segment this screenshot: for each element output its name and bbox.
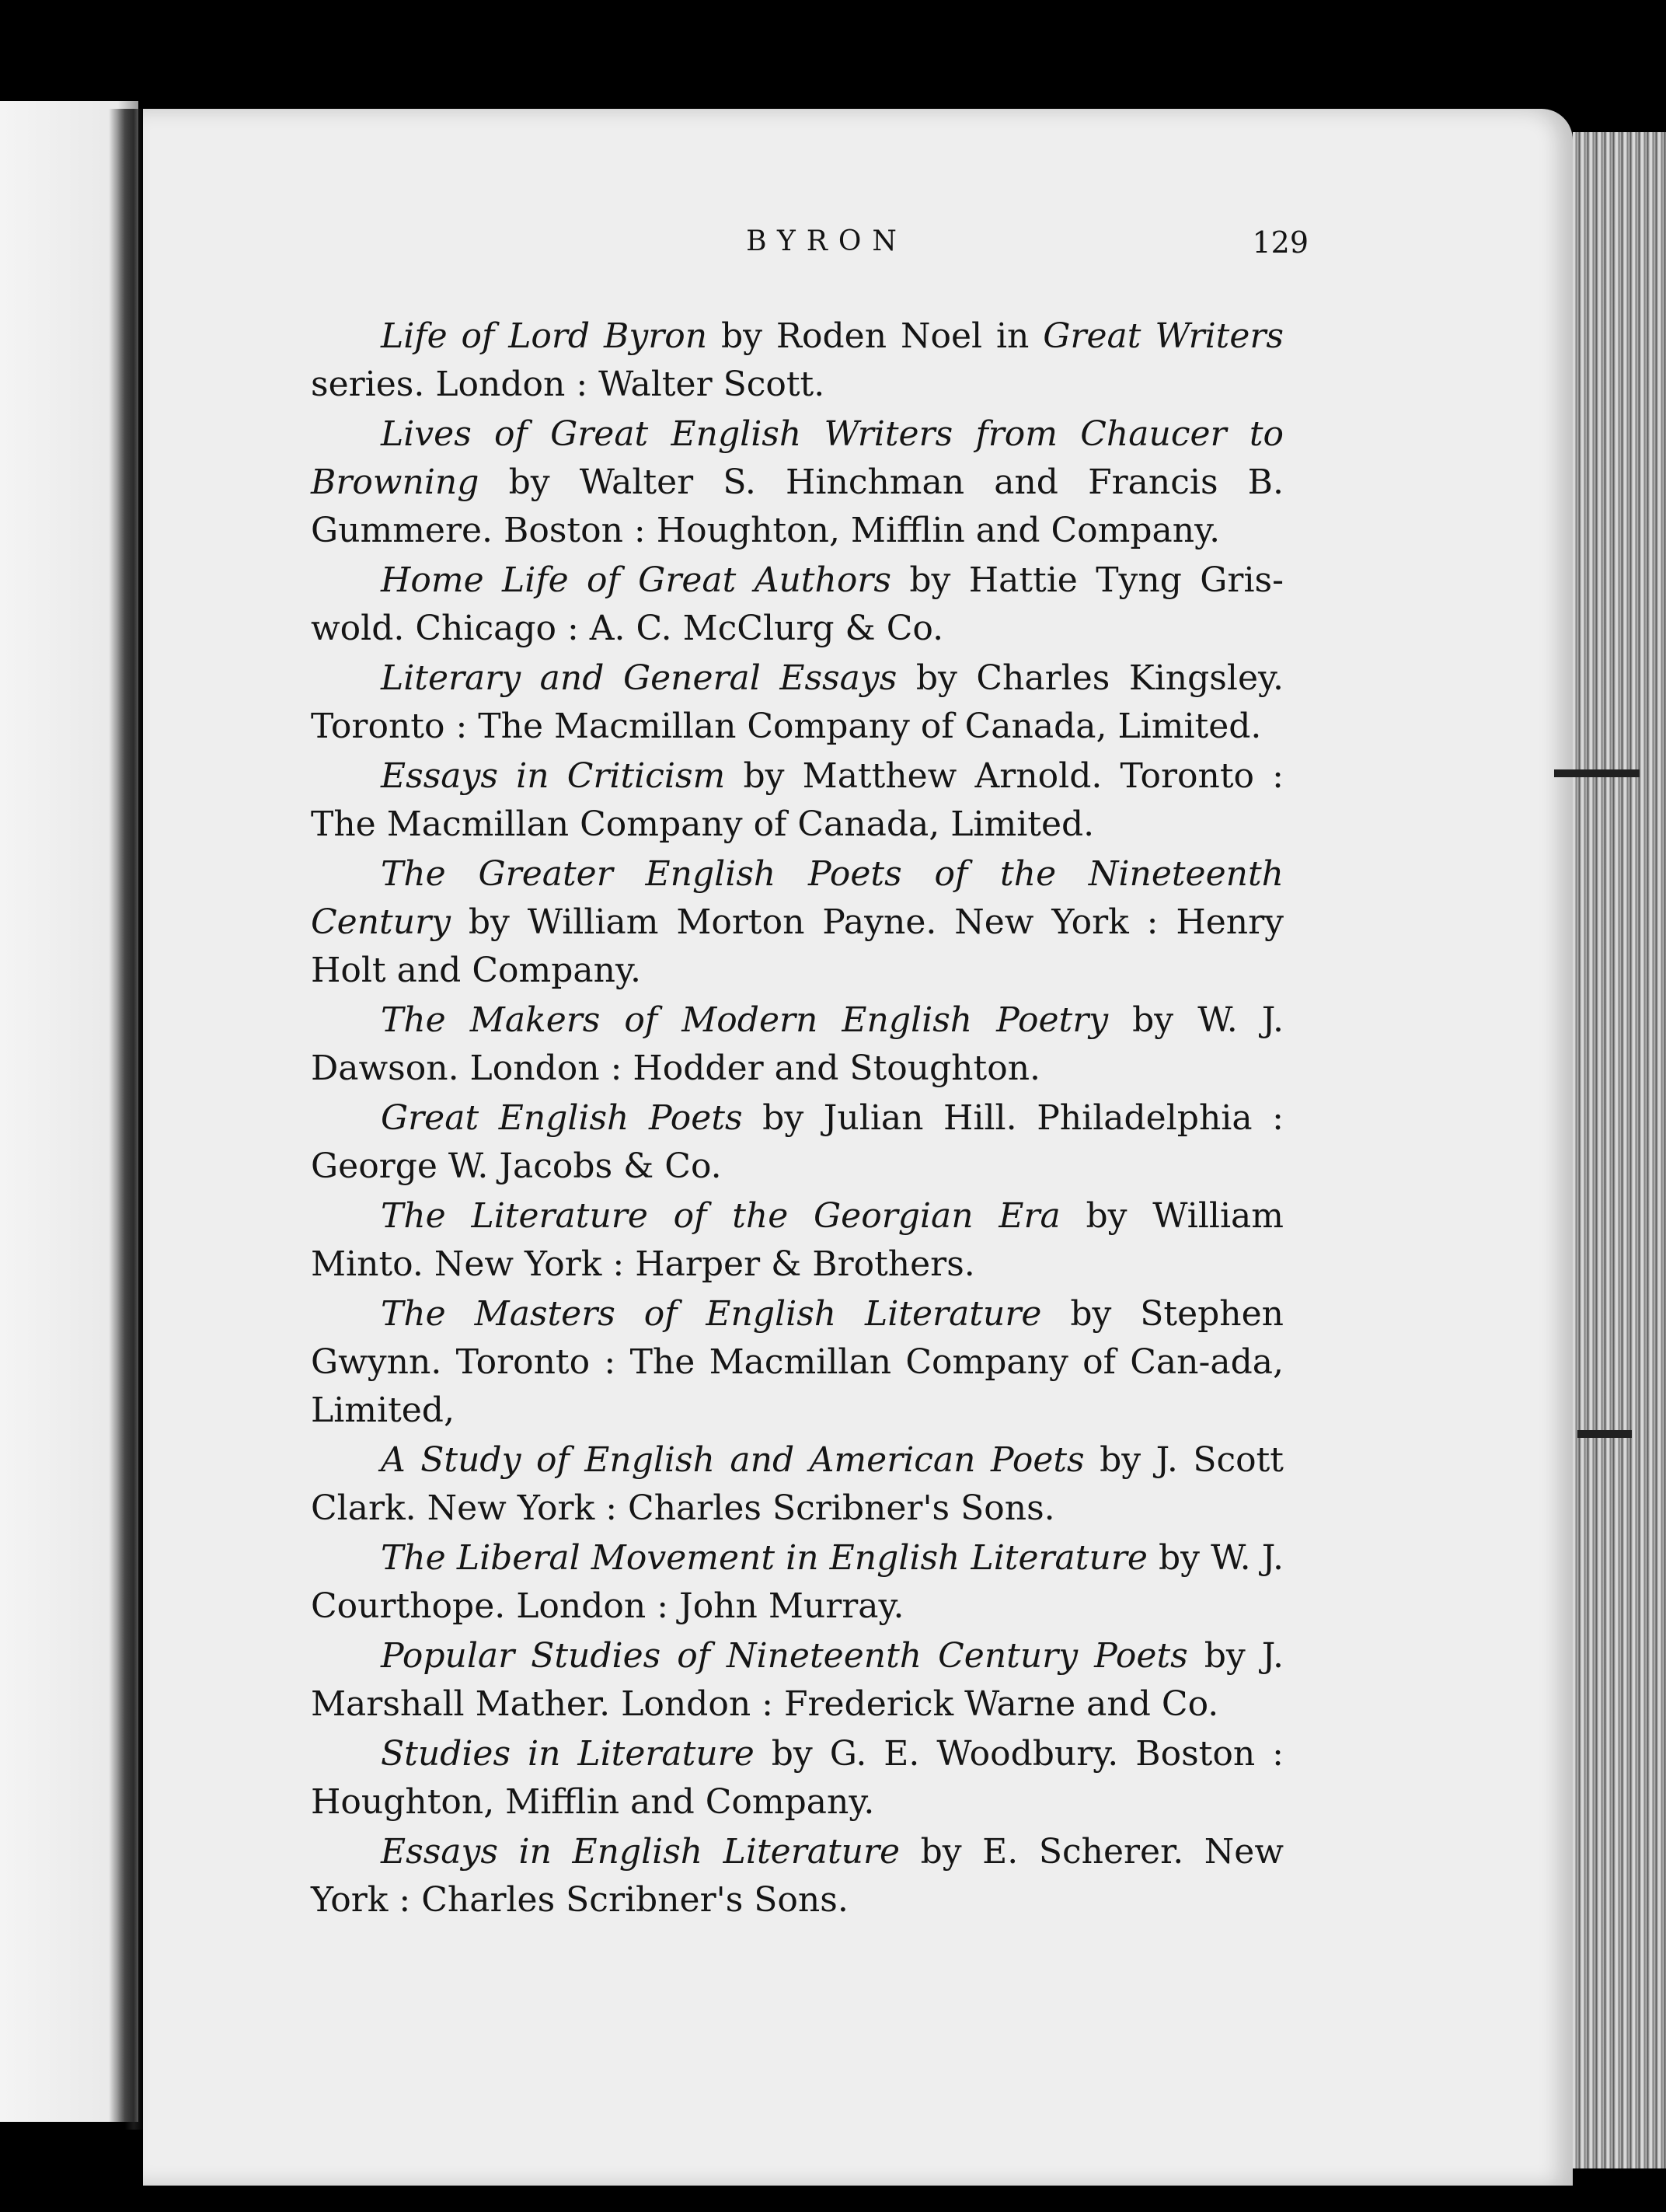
bibliography-list (311, 312, 1284, 1926)
bibliography-entry (311, 410, 1284, 555)
entry-title: The Makers of Modern English Poetry (381, 1000, 1109, 1040)
entry-details: by W. J. Courthope. London : John Murray. (311, 1538, 1284, 1626)
entry-title: Great English Poets (381, 1098, 743, 1138)
book-gutter (109, 109, 145, 2130)
entry-details: by Matthew Arnold. Toronto : The Macmillan Company of Canada, Limited. (311, 756, 1284, 844)
entry-details: by J. Scott Clark. New York : Charles Scribner's Sons. (311, 1440, 1284, 1528)
bibliography-entry (311, 312, 1284, 409)
entry-title: Home Life of Great Authors (381, 560, 891, 600)
entry-title: A Study of English and American Poets (381, 1440, 1085, 1480)
entry-details: by Julian Hill. Philadelphia : George W. Jacobs & Co. (311, 1098, 1284, 1186)
entry-title: The Liberal Movement in English Literature (381, 1538, 1148, 1578)
page-number: 129 (1252, 225, 1309, 260)
entry-details: by G. E. Woodbury. Boston : Houghton, Mifflin and Company. (311, 1734, 1284, 1822)
bibliography-entry (311, 1730, 1284, 1826)
bibliography-entry (311, 752, 1284, 849)
entry-details: by Walter S. Hinchman and Francis B. Gummere. Boston : Houghton, Mifflin and Company. (311, 462, 1284, 550)
bibliography-entry (311, 1192, 1284, 1289)
entry-title: Studies in Literature (381, 1734, 755, 1774)
bibliography-entry (311, 1290, 1284, 1435)
bibliography-entry (311, 1632, 1284, 1729)
page-edges (1573, 132, 1666, 2168)
bibliography-entry (311, 1436, 1284, 1533)
entry-title: Popular Studies of Nineteenth Century Poets (381, 1636, 1188, 1676)
entry-details: by E. Scherer. New York : Charles Scribner's Sons. (311, 1832, 1284, 1920)
entry-details: by Stephen Gwynn. Toronto : The Macmillan Company of Can-ada, Limited, (311, 1294, 1284, 1430)
edge-mark (1577, 1430, 1632, 1438)
entry-title: The Greater English Poets of the Nineteenth Century (311, 854, 1284, 942)
edge-mark (1554, 769, 1640, 777)
bibliography-entry (311, 556, 1284, 653)
entry-details: by Roden Noel in (707, 316, 1044, 356)
bibliography-entry (311, 654, 1284, 751)
entry-title: Essays in English Literature (381, 1832, 901, 1872)
bibliography-entry (311, 1094, 1284, 1191)
entry-details: by Charles Kingsley. Toronto : The Macmillan Company of Canada, Limited. (311, 658, 1284, 746)
bibliography-entry (311, 996, 1284, 1093)
entry-title: Life of Lord Byron (381, 316, 708, 356)
entry-title: The Masters of English Literature (381, 1294, 1042, 1334)
entry-details: by William Minto. New York : Harper & Brothers. (311, 1196, 1284, 1284)
entry-details: by W. J. Dawson. London : Hodder and Stoughton. (311, 1000, 1284, 1088)
entry-title: The Literature of the Georgian Era (381, 1196, 1061, 1236)
entry-details: by William Morton Payne. New York : Henry Holt and Company. (311, 902, 1284, 990)
entry-details: by Hattie Tyng Gris-wold. Chicago : A. C. McClurg & Co. (311, 560, 1284, 648)
bibliography-entry (311, 850, 1284, 995)
entry-title: Lives of Great English Writers from Chaucer to Browning (311, 414, 1284, 502)
entry-title: Essays in Criticism (381, 756, 726, 796)
bibliography-entry (311, 1828, 1284, 1924)
entry-series-title: Great Writers (1043, 316, 1284, 356)
running-head (0, 225, 1666, 272)
entry-title: Literary and General Essays (381, 658, 897, 698)
entry-details: by J. Marshall Mather. London : Frederick Warne and Co. (311, 1636, 1284, 1724)
bibliography-entry (311, 1534, 1284, 1631)
entry-details: series. London : Walter Scott. (311, 365, 825, 404)
running-title: BYRON (746, 225, 908, 257)
